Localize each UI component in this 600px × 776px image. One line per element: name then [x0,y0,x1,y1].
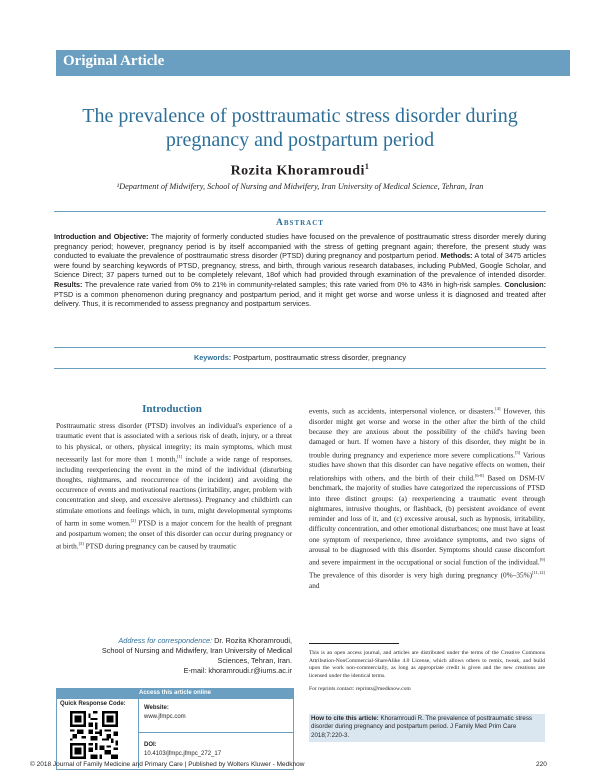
keywords-text: Postpartum, posttraumatic stress disorder, pregnancy [231,353,407,362]
intro-text: Various studies have shown that this disorder can have negative effects on women, their relationships with others, and the birth of their child. [309,451,545,482]
abstract-intro-text: The majority of formerly conducted studies have focused on the prevalence of posttraumatic stress disorder merely during pregnancy period; however, pregnancy period is by itself accompanied with the stress of getting pregnant again; therefore, the present study was conducted to evaluate the prevalence of posttraumatic stress disorder (PTSD) during pregnancy and postpartum period. [54,232,546,261]
intro-text: PTSD during pregnancy can be caused by traumatic [83,542,237,551]
correspondence-email[interactable]: E-mail: khoramroudi.r@iums.ac.ir [183,666,292,675]
website-link[interactable]: www.jfmpc.com [144,714,186,720]
citation-ref: [3] [78,541,84,547]
author-name: Rozita Khoramroudi [230,163,365,179]
correspondence-block [56,636,292,676]
keywords-label: Keywords: [193,353,232,362]
access-heading: Access this article online [56,688,294,699]
intro-text: Posttraumatic stress disorder (PTSD) involves an individual's experience of a traumatic event that is associated with a serious risk of death, injury, or a threat to his physical, or others, physical integrity; its main symptoms, which must necessarily last for more than 1 month, [56,422,292,464]
license-rule [309,643,399,644]
license-text: This is an open access journal, and articles are distributed under the terms of the Creative Commons Attribution-NonCommercial-ShareAlike 4.0 License, which allows others to remix, tweak, and build upon the work non-commercially, as long as appropriate credit is given and the new creations are licensed under the identical terms. [309,650,545,679]
cite-label: How to cite this article: [311,715,379,722]
abstract-conclusion-text: PTSD is a common phenomenon during pregnancy and postpartum period, and it might get worse and worse unless it is diagnosed and treated after delivery. Thus, it is recommended to assess pregnancy and postpartum services. [54,289,546,309]
page-footer: © 2018 Journal of Family Medicine and Primary Care | Published by Wolters Kluwer - Medknow [30,761,305,768]
article-title: The prevalence of posttraumatic stress disorder during pregnancy and postpartum period [82,105,518,151]
abstract-heading: Abstract [276,218,324,228]
access-divider-vertical [138,699,139,768]
abstract-intro-label: Introduction and Objective: [54,232,149,241]
abstract-body [54,232,546,309]
doi-link[interactable]: 10.4103/jfmpc.jfmpc_272_17 [144,751,222,757]
citation-ref: [11,12] [532,570,545,576]
intro-text: However, this disorder might get worse and worse in the other after the birth of the child because they are anxious about the possibility of the child's having been damaged or hurt. If women have a history of this disorder, they might be in trouble during pregnancy and experience more severe complications. [309,407,545,459]
citation-ref: [9] [539,557,545,563]
intro-text: Based on DSM-IV benchmark, the majority of studies have categorized the repercussions of PTSD into three distinct groups: (a) reexperiencing a traumatic event through nightmares, intrusive thoughts, or flashback, (b) persistent avoidance of event reminder and loss of it, and (c) excessive arousal, such as hypnosis, irritability, difficulty concentration, and other emotional disturbances; one must have at least one symptom of reexperience, three avoidance symptoms, and two signs of arousal to be diagnosed with this disorder. Symptoms should cause discomfort and severe impairment in the occupational or social function of the individual. [309,474,546,567]
cite-text: Khoramroudi R. The prevalence of posttraumatic stress disorder during pregnancy and postpartum period. J Family Med Prim Care 2018;7:220-3. [311,715,533,739]
author-line [0,162,600,180]
citation-ref: [2] [130,518,136,524]
abstract-methods-text: A total of 3475 articles were found by searching keywords of PTSD, pregnancy, stress, and birth, through various research databases, including PubMed, Google Scholar, and Science Direct; 37 papers turned out to be completely relevant, 18of which had provided through examination of the prevalence of intended disorder. [54,251,546,280]
correspondence-label: Address for correspondence: [118,636,213,645]
keywords-top-rule [54,347,546,348]
introduction-column-2 [309,404,545,591]
page-number: 220 [536,761,547,768]
citation-ref: [1] [177,453,183,459]
intro-text: include a wide range of responses, including reexperiencing the event in the mind of the individual (disturbing thoughts, nightmares, and reoccurrence of the incident) and avoiding the occurrence of events and motivational reactions (irritability, anger, problem with concentration and sleep, and excessive alertness). Pregnancy and childbirth can stimulate emotions and feelings which, in turn, might developmental symptoms of harm in some women. [56,455,292,528]
abstract-conclusion-label: Conclusion: [504,279,546,289]
abstract-methods-label: Methods: [440,251,473,261]
qr-label: Quick Response Code: [60,701,126,707]
correspondence-line2: School of Nursing and Midwifery, Iran University of Medical [101,646,292,655]
abstract-results-label: Results: [54,279,83,289]
introduction-column-1 [56,421,292,552]
citation-ref: [6-8] [474,472,484,478]
introduction-heading: Introduction [142,403,202,415]
reprints-contact: For reprints contact: reprints@medknow.com [309,686,411,692]
correspondence-name: Dr. Rozita Khoramroudi, [212,636,292,645]
correspondence-line3: Sciences, Tehran, Iran. [217,656,292,665]
citation-ref: [5] [515,449,521,455]
citation-box [309,714,545,742]
intro-text: events, such as accidents, interpersonal violence, or disasters. [309,407,496,416]
access-divider-horizontal [139,732,294,733]
abstract-results-text: The prevalence rate varied from 0% to 21% in community-related samples; this rate varied from 0% to 43% in high-risk samples. [82,279,505,289]
intro-text: PTSD is a major concern for the health of pregnant and postpartum women; the onset of this disorder can occur during pregnancy or at birth. [56,519,292,551]
keywords-bottom-rule [54,368,546,369]
affiliation: ¹Department of Midwifery, School of Nursing and Midwifery, Iran University of Medical Science, Tehran, Iran [116,182,484,191]
author-sup: 1 [364,162,370,171]
article-type-banner [56,50,570,76]
intro-text: The prevalence of this disorder is very high during pregnancy (0%–35%) [309,571,533,580]
keywords [54,353,546,362]
citation-ref: [4] [495,406,501,411]
doi-label: DOI: [144,742,157,748]
website-label: Website: [144,705,169,711]
intro-text: and [309,581,320,590]
article-type-label: Original Article [63,53,165,69]
qr-code-icon[interactable] [70,711,118,759]
